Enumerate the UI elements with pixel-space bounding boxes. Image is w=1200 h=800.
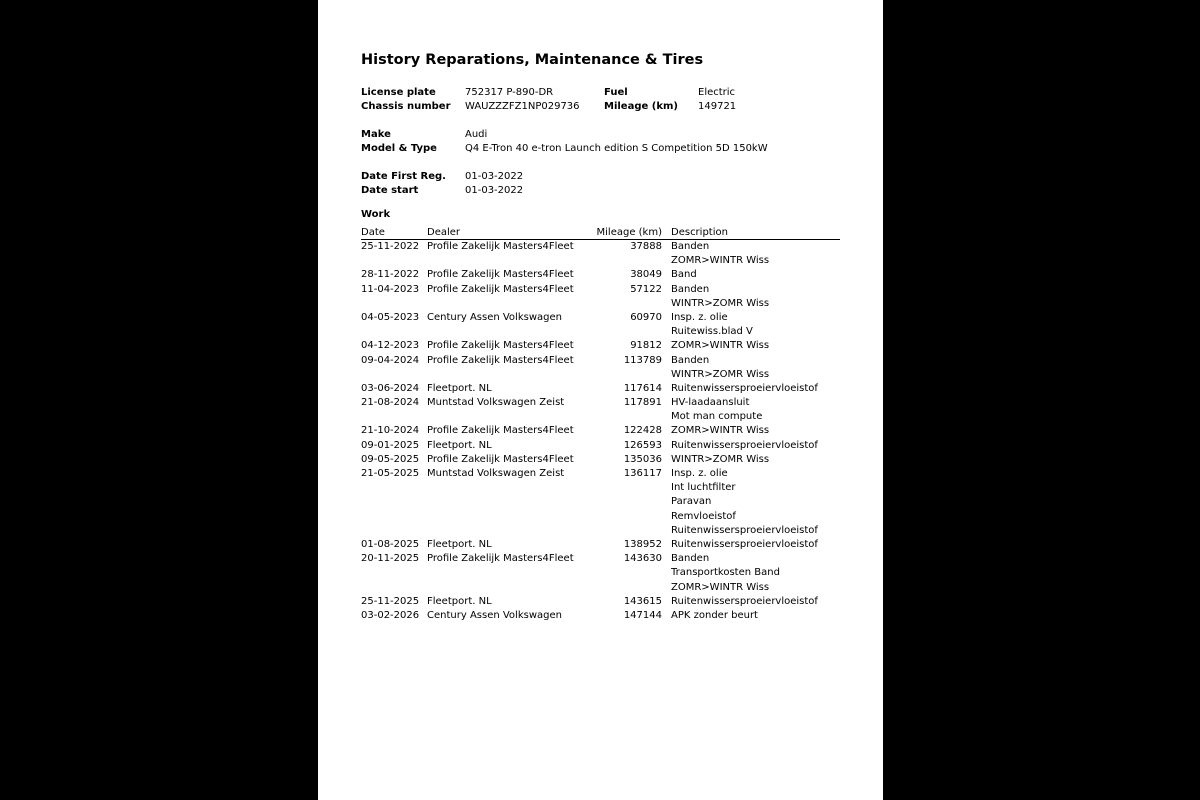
table-row	[361, 283, 840, 297]
table-row	[361, 481, 840, 495]
row-mileage: 147144	[623, 609, 662, 621]
row-description: WINTR>ZOMR Wiss	[671, 453, 770, 465]
row-date: 09-04-2024	[361, 354, 420, 366]
row-description: Banden	[671, 553, 710, 565]
row-mileage: 122428	[623, 425, 662, 437]
column-header-description: Description	[671, 227, 728, 238]
row-description: Mot man compute	[671, 411, 763, 423]
table-row	[361, 240, 840, 254]
table-row	[361, 382, 840, 396]
row-mileage: 126593	[623, 439, 662, 451]
row-date: 03-02-2026	[361, 609, 420, 621]
row-dealer: Profile Zakelijk Masters4Fleet	[427, 283, 574, 295]
row-dealer: Century Assen Volkswagen	[427, 609, 562, 621]
row-dealer: Fleetport. NL	[427, 382, 492, 394]
fuel-value: Electric	[698, 87, 736, 98]
mileage-label: Mileage (km)	[604, 101, 678, 112]
table-row	[361, 566, 840, 580]
row-dealer: Profile Zakelijk Masters4Fleet	[427, 269, 574, 281]
row-description: Ruitenwissersproeiervloeistof	[671, 439, 818, 451]
row-date: 03-06-2024	[361, 382, 420, 394]
table-row	[361, 339, 840, 353]
row-date: 21-10-2024	[361, 425, 420, 437]
row-dealer: Profile Zakelijk Masters4Fleet	[427, 340, 574, 352]
first-reg-label: Date First Reg.	[361, 171, 446, 182]
row-date: 09-01-2025	[361, 439, 420, 451]
row-description: ZOMR>WINTR Wiss	[671, 255, 770, 267]
row-date: 21-08-2024	[361, 397, 420, 409]
table-row	[361, 453, 840, 467]
row-description: Ruitenwissersproeiervloeistof	[671, 538, 818, 550]
row-mileage: 57122	[630, 283, 662, 295]
row-date: 20-11-2025	[361, 553, 420, 565]
table-row	[361, 495, 840, 509]
row-description: HV-laadaansluit	[671, 397, 750, 409]
work-table-header	[361, 226, 840, 240]
row-description: Ruitenwissersproeiervloeistof	[671, 382, 818, 394]
row-description: Transportkosten Band	[671, 567, 780, 579]
row-mileage: 143630	[623, 553, 662, 565]
row-date: 25-11-2022	[361, 241, 420, 252]
row-mileage: 143615	[623, 595, 662, 607]
row-dealer: Fleetport. NL	[427, 595, 492, 607]
column-header-mileage: Mileage (km)	[596, 227, 662, 238]
row-description: Insp. z. olie	[671, 468, 728, 479]
row-date: 04-05-2023	[361, 311, 420, 323]
row-description: Banden	[671, 283, 710, 295]
make-label: Make	[361, 129, 391, 140]
row-description: WINTR>ZOMR Wiss	[671, 297, 770, 309]
row-description: WINTR>ZOMR Wiss	[671, 368, 770, 380]
first-reg-value: 01-03-2022	[465, 171, 524, 182]
row-description: ZOMR>WINTR Wiss	[671, 425, 770, 437]
work-section-title: Work	[361, 209, 391, 220]
row-date: 21-05-2025	[361, 468, 420, 479]
table-row	[361, 254, 840, 268]
table-row	[361, 424, 840, 438]
row-mileage: 60970	[630, 311, 662, 323]
document-title: History Reparations, Maintenance & Tires	[361, 52, 704, 68]
table-row	[361, 510, 840, 524]
table-row	[361, 467, 840, 481]
mileage-value: 149721	[698, 101, 737, 112]
table-row	[361, 609, 840, 623]
row-description: Banden	[671, 354, 710, 366]
row-dealer: Muntstad Volkswagen Zeist	[427, 468, 565, 479]
row-mileage: 136117	[623, 468, 662, 479]
model-label: Model & Type	[361, 143, 437, 154]
table-row	[361, 268, 840, 282]
row-dealer: Profile Zakelijk Masters4Fleet	[427, 553, 574, 565]
row-description: Remvloeistof	[671, 510, 736, 522]
chassis-label: Chassis number	[361, 101, 451, 112]
row-description: Banden	[671, 241, 710, 252]
row-mileage: 117614	[623, 382, 662, 394]
row-description: ZOMR>WINTR Wiss	[671, 581, 770, 593]
row-mileage: 37888	[630, 241, 662, 252]
row-description: Int luchtfilter	[671, 482, 736, 494]
table-row	[361, 396, 840, 410]
column-header-dealer: Dealer	[427, 227, 461, 238]
row-mileage: 138952	[623, 538, 662, 550]
table-row	[361, 595, 840, 609]
row-description: Paravan	[671, 496, 712, 508]
row-description: Insp. z. olie	[671, 311, 728, 323]
row-date: 09-05-2025	[361, 453, 420, 465]
table-row	[361, 311, 840, 325]
table-row	[361, 325, 840, 339]
row-dealer: Profile Zakelijk Masters4Fleet	[427, 241, 574, 252]
table-row	[361, 368, 840, 382]
document-page	[318, 0, 883, 800]
row-mileage: 117891	[623, 397, 662, 409]
column-header-date: Date	[361, 227, 385, 238]
row-description: Ruitenwissersproeiervloeistof	[671, 595, 818, 607]
fuel-label: Fuel	[604, 87, 628, 98]
row-description: Ruitewiss.blad V	[671, 326, 753, 338]
row-date: 28-11-2022	[361, 269, 420, 281]
table-row	[361, 524, 840, 538]
row-mileage: 113789	[623, 354, 662, 366]
table-row	[361, 538, 840, 552]
row-dealer: Century Assen Volkswagen	[427, 311, 562, 323]
row-dealer: Fleetport. NL	[427, 439, 492, 451]
table-row	[361, 354, 840, 368]
table-row	[361, 297, 840, 311]
row-dealer: Muntstad Volkswagen Zeist	[427, 397, 565, 409]
row-date: 25-11-2025	[361, 595, 420, 607]
row-dealer: Profile Zakelijk Masters4Fleet	[427, 453, 574, 465]
make-value: Audi	[465, 129, 488, 140]
table-row	[361, 439, 840, 453]
row-description: APK zonder beurt	[671, 609, 758, 621]
model-value: Q4 E-Tron 40 e-tron Launch edition S Competition 5D 150kW	[465, 143, 768, 154]
row-date: 11-04-2023	[361, 283, 420, 295]
row-mileage: 38049	[630, 269, 662, 281]
row-dealer: Profile Zakelijk Masters4Fleet	[427, 354, 574, 366]
row-date: 04-12-2023	[361, 340, 420, 352]
row-date: 01-08-2025	[361, 538, 420, 550]
chassis-value: WAUZZZFZ1NP029736	[465, 101, 580, 112]
work-table-body	[361, 240, 840, 623]
row-dealer: Fleetport. NL	[427, 538, 492, 550]
table-row	[361, 552, 840, 566]
date-start-value: 01-03-2022	[465, 185, 524, 196]
table-row	[361, 410, 840, 424]
date-start-label: Date start	[361, 185, 419, 196]
row-mileage: 91812	[630, 340, 662, 352]
row-dealer: Profile Zakelijk Masters4Fleet	[427, 425, 574, 437]
license-plate-value: 752317 P-890-DR	[465, 87, 554, 98]
license-plate-label: License plate	[361, 87, 436, 98]
row-description: Ruitenwissersproeiervloeistof	[671, 524, 818, 536]
row-mileage: 135036	[623, 453, 662, 465]
row-description: ZOMR>WINTR Wiss	[671, 340, 770, 352]
row-description: Band	[671, 269, 697, 281]
table-row	[361, 581, 840, 595]
